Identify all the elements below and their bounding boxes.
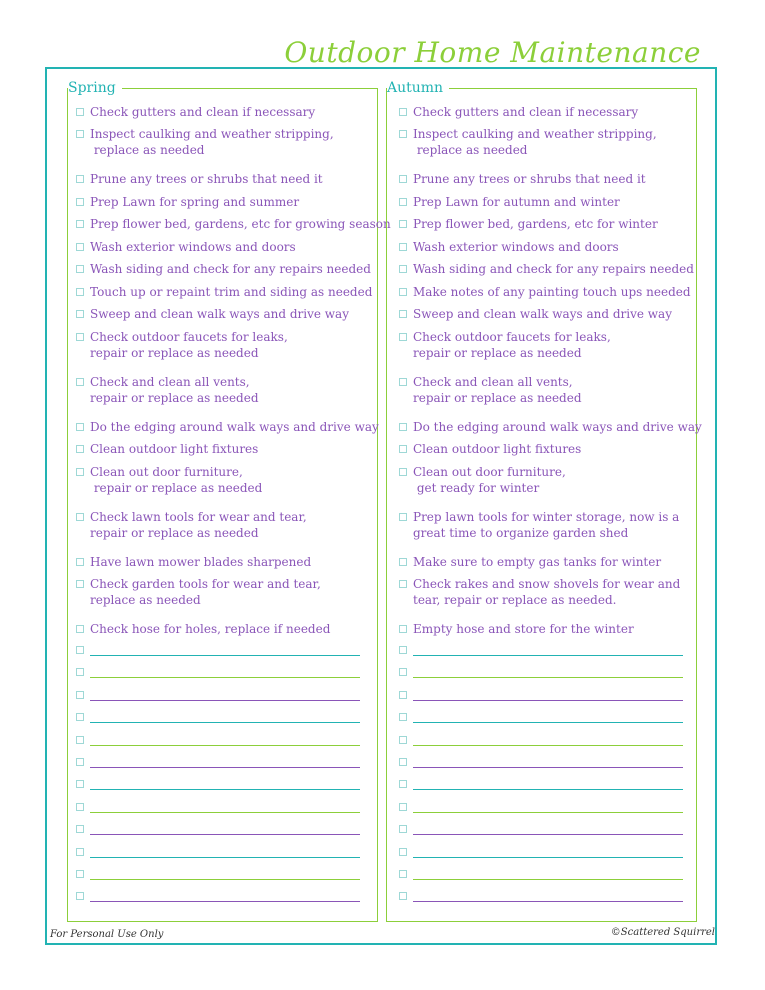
checkbox-icon[interactable]: [399, 646, 407, 654]
write-in-line: [90, 879, 360, 880]
checklist-item-label: Prune any trees or shrubs that need it: [90, 172, 323, 186]
blank-checklist-row[interactable]: [76, 689, 360, 703]
blank-checklist-row[interactable]: [399, 801, 683, 815]
checklist-item-label: Wash exterior windows and doors: [413, 240, 619, 254]
checklist-item-label: Inspect caulking and weather stripping, replace as needed: [90, 127, 334, 157]
write-in-line: [413, 812, 683, 813]
checklist-item-label: Prep flower bed, gardens, etc for growing season: [90, 217, 391, 231]
checkbox-icon[interactable]: [76, 758, 84, 766]
blank-checklist-row[interactable]: [76, 644, 360, 658]
checklist-item-label: Check rakes and snow shovels for wear and tear, repair or replace as needed.: [413, 577, 681, 607]
checkbox-icon[interactable]: [399, 825, 407, 833]
checkbox-icon[interactable]: [76, 892, 84, 900]
checklist-item-label: Sweep and clean walk ways and drive way: [413, 307, 672, 321]
checkbox-icon[interactable]: [76, 646, 84, 654]
checkbox-icon[interactable]: [399, 220, 407, 228]
checkbox-icon[interactable]: [399, 580, 407, 588]
checkbox-icon[interactable]: [76, 288, 84, 296]
blank-checklist-row[interactable]: [76, 734, 360, 748]
column-header: [68, 79, 377, 97]
checkbox-icon[interactable]: [399, 513, 407, 521]
checkbox-icon[interactable]: [399, 130, 407, 138]
blank-checklist-row[interactable]: [399, 689, 683, 703]
write-in-line: [413, 745, 683, 746]
checklist-item-label: Check garden tools for wear and tear, replace as needed: [90, 577, 321, 607]
checkbox-icon[interactable]: [399, 870, 407, 878]
spring-column: [67, 80, 391, 922]
checkbox-icon[interactable]: [76, 445, 84, 453]
column-header: [387, 79, 696, 97]
column-heading-autumn: Autumn: [387, 79, 449, 97]
checklist-item-label: Check gutters and clean if necessary: [90, 105, 316, 119]
write-in-line: [413, 834, 683, 835]
checkbox-icon[interactable]: [76, 333, 84, 341]
write-in-line: [90, 722, 360, 723]
write-in-line: [90, 901, 360, 902]
column-heading-spring: Spring: [68, 79, 122, 97]
checkbox-icon[interactable]: [399, 758, 407, 766]
write-in-line: [90, 857, 360, 858]
checklist-item-label: Wash exterior windows and doors: [90, 240, 296, 254]
checklist-item-label: Check gutters and clean if necessary: [413, 105, 639, 119]
checklist-item-label: Prep flower bed, gardens, etc for winter: [413, 217, 658, 231]
write-in-line: [90, 789, 360, 790]
write-in-line: [413, 789, 683, 790]
blank-checklist-row[interactable]: [76, 890, 360, 904]
checkbox-icon[interactable]: [76, 265, 84, 273]
blank-checklist-row[interactable]: [76, 846, 360, 860]
footer-notice: For Personal Use Only: [50, 929, 164, 940]
blank-checklist-row[interactable]: [76, 666, 360, 680]
checklist-item-label: Make notes of any painting touch ups needed: [413, 285, 691, 299]
blank-checklist-row[interactable]: [76, 756, 360, 770]
checklist-item-label: Clean outdoor light fixtures: [90, 442, 259, 456]
blank-checklist-row[interactable]: [399, 890, 683, 904]
blank-checklist-row[interactable]: [399, 756, 683, 770]
blank-checklist-row[interactable]: [399, 868, 683, 882]
write-in-line: [413, 857, 683, 858]
checkbox-icon[interactable]: [76, 378, 84, 386]
checkbox-icon[interactable]: [399, 736, 407, 744]
checklist-item-label: Inspect caulking and weather stripping, replace as needed: [413, 127, 657, 157]
checkbox-icon[interactable]: [76, 713, 84, 721]
blank-checklist-row[interactable]: [76, 801, 360, 815]
footer-credit: ©Scattered Squirrel: [610, 927, 715, 938]
checkbox-icon[interactable]: [76, 468, 84, 476]
checkbox-icon[interactable]: [76, 243, 84, 251]
checkbox-icon[interactable]: [399, 625, 407, 633]
checklist-item-label: Touch up or repaint trim and siding as needed: [90, 285, 373, 299]
checklist-item-label: Wash siding and check for any repairs needed: [90, 262, 371, 276]
write-in-line: [90, 834, 360, 835]
write-in-line: [90, 767, 360, 768]
checkbox-icon[interactable]: [76, 780, 84, 788]
checkbox-icon[interactable]: [76, 108, 84, 116]
checkbox-icon[interactable]: [76, 625, 84, 633]
checkbox-icon[interactable]: [399, 108, 407, 116]
checklist-item-label: Prep lawn tools for winter storage, now is a great time to organize garden shed: [413, 510, 680, 540]
write-in-line: [413, 767, 683, 768]
write-in-line: [413, 700, 683, 701]
write-in-line: [90, 677, 360, 678]
header-rule: [122, 88, 377, 89]
blank-checklist-row[interactable]: [399, 666, 683, 680]
checklist-item-label: Clean outdoor light fixtures: [413, 442, 582, 456]
checklist-item-label: Prune any trees or shrubs that need it: [413, 172, 646, 186]
checklist-item-label: Check hose for holes, replace if needed: [90, 622, 331, 636]
blank-checklist-row[interactable]: [399, 778, 683, 792]
write-in-line: [413, 677, 683, 678]
blank-checklist-row[interactable]: [76, 778, 360, 792]
checkbox-icon[interactable]: [76, 691, 84, 699]
write-in-line: [90, 745, 360, 746]
checklist-item-label: Prep Lawn for spring and summer: [90, 195, 300, 209]
write-in-line: [90, 655, 360, 656]
checklist-item-label: Wash siding and check for any repairs needed: [413, 262, 694, 276]
autumn-column: [386, 80, 702, 922]
checkbox-icon[interactable]: [399, 243, 407, 251]
checkbox-icon[interactable]: [399, 445, 407, 453]
checkbox-icon[interactable]: [76, 825, 84, 833]
checklist-item-label: Do the edging around walk ways and drive way: [90, 420, 379, 434]
checkbox-icon[interactable]: [399, 892, 407, 900]
checkbox-icon[interactable]: [399, 713, 407, 721]
write-in-line: [413, 901, 683, 902]
checklist-item-label: Prep Lawn for autumn and winter: [413, 195, 620, 209]
header-rule: [449, 88, 696, 89]
checkbox-icon[interactable]: [76, 580, 84, 588]
checklist-item-label: Have lawn mower blades sharpened: [90, 555, 312, 569]
checkbox-icon[interactable]: [399, 468, 407, 476]
blank-checklist-row[interactable]: [76, 823, 360, 837]
checkbox-icon[interactable]: [399, 378, 407, 386]
checkbox-icon[interactable]: [399, 175, 407, 183]
checklist-item-label: Clean out door furniture, repair or replace as needed: [90, 465, 263, 495]
checklist-item-label: Check and clean all vents, repair or replace as needed: [413, 375, 582, 405]
checkbox-icon[interactable]: [76, 736, 84, 744]
checklist-item-label: Check lawn tools for wear and tear, repair or replace as needed: [90, 510, 307, 540]
checklist-item-label: Make sure to empty gas tanks for winter: [413, 555, 662, 569]
checklist-item-label: Check outdoor faucets for leaks, repair or replace as needed: [90, 330, 288, 360]
checkbox-icon[interactable]: [76, 175, 84, 183]
checklist-item-label: Check outdoor faucets for leaks, repair or replace as needed: [413, 330, 611, 360]
write-in-line: [90, 700, 360, 701]
checkbox-icon[interactable]: [399, 265, 407, 273]
blank-checklist-row[interactable]: [76, 868, 360, 882]
checkbox-icon[interactable]: [399, 803, 407, 811]
checklist-item-label: Clean out door furniture, get ready for winter: [413, 465, 566, 495]
checkbox-icon[interactable]: [399, 558, 407, 566]
blank-checklist-row[interactable]: [399, 823, 683, 837]
checkbox-icon[interactable]: [399, 198, 407, 206]
checkbox-icon[interactable]: [76, 310, 84, 318]
checkbox-icon[interactable]: [399, 423, 407, 431]
checkbox-icon[interactable]: [399, 691, 407, 699]
blank-checklist-row[interactable]: [76, 711, 360, 725]
checkbox-icon[interactable]: [76, 423, 84, 431]
checkbox-icon[interactable]: [399, 668, 407, 676]
checkbox-icon[interactable]: [399, 780, 407, 788]
blank-checklist-row[interactable]: [399, 644, 683, 658]
checkbox-icon[interactable]: [399, 310, 407, 318]
checkbox-icon[interactable]: [76, 558, 84, 566]
checkbox-icon[interactable]: [76, 513, 84, 521]
checkbox-icon[interactable]: [399, 288, 407, 296]
checkbox-icon[interactable]: [76, 668, 84, 676]
checklist-item-label: Sweep and clean walk ways and drive way: [90, 307, 349, 321]
page-title: Outdoor Home Maintenance: [284, 36, 701, 69]
write-in-line: [413, 722, 683, 723]
checkbox-icon[interactable]: [76, 198, 84, 206]
checkbox-icon[interactable]: [76, 220, 84, 228]
checkbox-icon[interactable]: [76, 130, 84, 138]
checklist-item-label: Check and clean all vents, repair or replace as needed: [90, 375, 259, 405]
checkbox-icon[interactable]: [399, 848, 407, 856]
checkbox-icon[interactable]: [399, 333, 407, 341]
blank-checklist-row[interactable]: [399, 711, 683, 725]
write-in-line: [90, 812, 360, 813]
checkbox-icon[interactable]: [76, 848, 84, 856]
blank-checklist-row[interactable]: [399, 734, 683, 748]
checkbox-icon[interactable]: [76, 870, 84, 878]
blank-checklist-row[interactable]: [399, 846, 683, 860]
checkbox-icon[interactable]: [76, 803, 84, 811]
write-in-line: [413, 655, 683, 656]
checklist-item-label: Empty hose and store for the winter: [413, 622, 634, 636]
write-in-line: [413, 879, 683, 880]
checklist-item-label: Do the edging around walk ways and drive way: [413, 420, 702, 434]
